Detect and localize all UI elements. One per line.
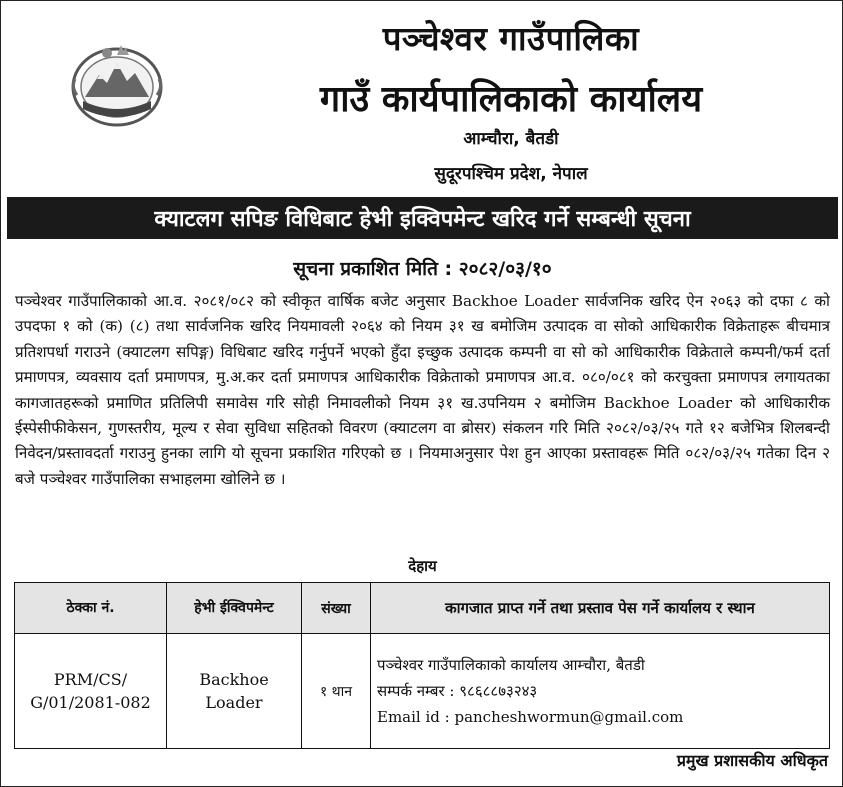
cell-equipment xyxy=(167,634,302,749)
cell-quantity: १ थान xyxy=(302,634,371,749)
equipment-line: Loader xyxy=(205,693,263,712)
schedule-label: देहाय xyxy=(408,557,437,575)
header-equipment: हेभी ईक्विपमेन्ट xyxy=(167,583,302,634)
procurement-table xyxy=(14,582,830,749)
notice-body: पञ्चेश्वर गाउँपालिकाको आ.व. २०८१/०८२ को स्वीकृत वार्षिक बजेट अनुसार Backhoe Loader सार्वजनिक खरिद ऐन २०६३ को दफा ८ को उपदफा १ को (क) (८) तथा सार्वजनिक खरिद नियमावली २०६४ को नियम ३१ ख बमोजिम उत्पादक वा सोको आधिकारीक विक्रेताहरू बीचमात्र प्रतिशपर्धा गराउने (क्याटलग सपिङ्ग) विधिबाट खरिद गर्नुपर्ने भएको हुँदा इच्छुक उत्पादक कम्पनी वा सो को आधिकारीक विक्रेताले कम्पनी/फर्म दर्ता प्रमाणपत्र, व्यवसाय दर्ता प्रमाणपत्र, मु.अ.कर दर्ता प्रमाणपत्र आधिकारीक विक्रेताको प्रमाणपत्र आ.व. ०८०/०८१ को करचुक्ता प्रमाणपत्र लगायतका कागजातहरूको प्रमाणित प्रतिलिपी समावेस गरि सोही निमावलीको नियम ३१ ख.उपनियम २ बमोजिम Backhoe Loader को आधिकारीक ईस्पेसीफीकेसन, गुणस्तरीय, मूल्य र सेवा सुविधा सहितको विवरण (क्याटलग वा ब्रोसर) संकलन गरि मिति २०८२/०३/२५ गते १२ बजेभित्र शिलबन्दी निवेदन/प्रस्तावदर्ता गराउनु हुनका लागि यो सूचना प्रकाशित गरिएको छ । नियमाअनुसार पेश हुन आएका प्रस्तावहरू मिति ०८२/०३/२५ गतेका दिन २ बजे पञ्चेश्वर गाउँपालिका सभाहलमा खोलिने छ । xyxy=(15,292,830,488)
contact-email: Email id : pancheshwormun@gmail.com xyxy=(377,708,684,726)
office-address: आम्चौरा, बैतडी xyxy=(463,129,559,149)
cell-office xyxy=(371,634,830,749)
cell-contract-no xyxy=(15,634,167,749)
table-row xyxy=(15,634,830,749)
equipment-line: Backhoe xyxy=(199,670,269,689)
office-location: पञ्चेश्वर गाउँपालिकाको कार्यालय आम्चौरा, बैतडी xyxy=(377,656,645,674)
contract-no-line: PRM/CS/ xyxy=(53,670,128,689)
signatory-title: प्रमुख प्रशासकीय अधिकृत xyxy=(676,751,828,770)
contract-no-line: G/01/2081-082 xyxy=(30,693,151,712)
header-office-location: कागजात प्राप्त गर्ने तथा प्रस्ताव पेस गर्ने कार्यालय र स्थान xyxy=(371,583,830,634)
notice-title-banner xyxy=(7,197,838,239)
publication-date: सूचना प्रकाशित मिति : २०८२/०३/१० xyxy=(293,258,552,280)
contact-number: सम्पर्क नम्बर : ९८६८८७३२४३ xyxy=(377,682,538,700)
table-header-row xyxy=(15,583,830,634)
notice-title: क्याटलग सपिङ विधिबाट हेभी इक्विपमेन्ट खरिद गर्ने सम्बन्धी सूचना xyxy=(154,207,691,232)
header-quantity: संख्या xyxy=(302,583,371,634)
province-name: सुदूरपश्चिम प्रदेश, नेपाल xyxy=(434,164,588,184)
municipality-name: पञ्चेश्वर गाउँपालिका xyxy=(382,19,640,58)
nepal-coat-of-arms-icon xyxy=(67,39,167,127)
office-name: गाउँ कार्यपालिकाको कार्यालय xyxy=(319,79,703,120)
header-contract-no: ठेक्का नं. xyxy=(15,583,167,634)
